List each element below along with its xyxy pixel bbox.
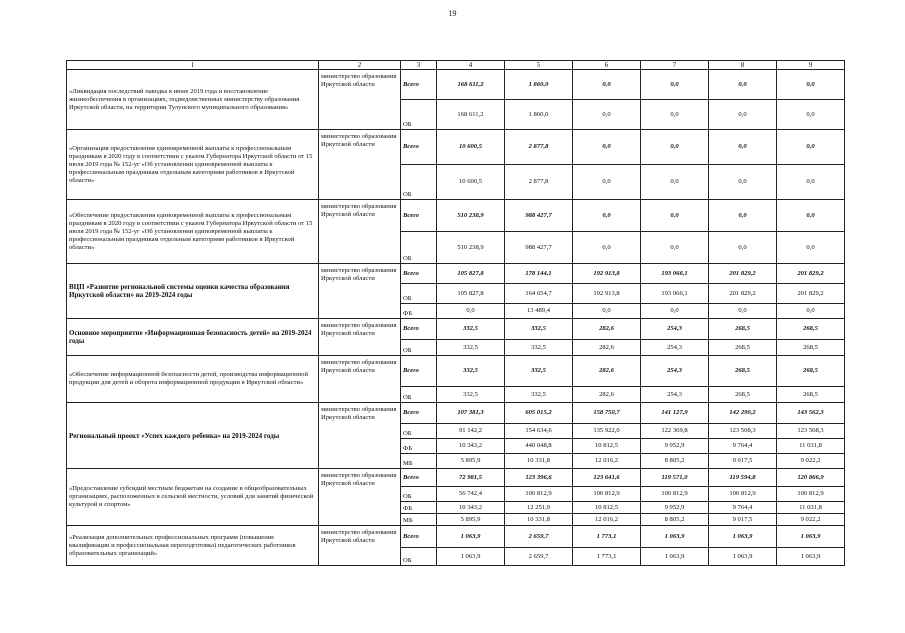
amount-cell: 10 600,5 [437,130,505,165]
amount-cell: 254,3 [641,356,709,387]
column-header: 8 [709,61,777,70]
executor: министерство образования Иркутской области [319,130,401,200]
executor: министерство образования Иркутской области [319,319,401,356]
funding-source: ОБ [401,232,437,264]
amount-cell: 268,5 [777,340,845,356]
amount-cell: 268,5 [709,319,777,340]
amount-cell: 10 331,8 [505,454,573,469]
amount-cell: 332,5 [505,387,573,403]
table-row [67,130,845,165]
amount-cell: 0,0 [777,165,845,200]
item-name: «Предоставление субсидий местным бюджетам на создание в общеобразовательных организациях, расположенных в сельской местности, условий для занятий физической культурой и спортом» [67,469,319,526]
amount-cell: 0,0 [709,304,777,319]
amount-cell: 0,0 [641,304,709,319]
funding-source: Всего [401,526,437,548]
amount-cell: 0,0 [573,304,641,319]
amount-cell: 158 750,7 [573,403,641,424]
table-row [67,469,845,487]
amount-cell: 105 827,8 [437,284,505,304]
funding-source: ФБ [401,439,437,454]
amount-cell: 268,5 [709,340,777,356]
budget-table [66,60,845,566]
amount-cell: 10 331,8 [505,514,573,526]
funding-source: Всего [401,70,437,100]
column-header: 5 [505,61,573,70]
amount-cell: 268,5 [777,319,845,340]
amount-cell: 11 031,8 [777,439,845,454]
amount-cell: 0,0 [641,200,709,232]
amount-cell: 332,5 [437,340,505,356]
amount-cell: 10 812,5 [573,439,641,454]
column-header: 9 [777,61,845,70]
amount-cell: 9 017,5 [709,454,777,469]
amount-cell: 119 594,8 [709,469,777,487]
amount-cell: 178 144,1 [505,264,573,284]
column-header: 6 [573,61,641,70]
amount-cell: 9 952,9 [641,502,709,514]
amount-cell: 510 238,9 [437,200,505,232]
amount-cell: 988 427,7 [505,232,573,264]
funding-source: Всего [401,264,437,284]
table-row [67,356,845,387]
amount-cell: 201 829,2 [777,264,845,284]
executor: министерство образования Иркутской области [319,356,401,403]
amount-cell: 100 812,9 [777,487,845,502]
amount-cell: 100 812,9 [505,487,573,502]
funding-source: Всего [401,403,437,424]
executor: министерство образования Иркутской области [319,70,401,130]
amount-cell: 56 742,4 [437,487,505,502]
amount-cell: 332,5 [505,340,573,356]
funding-source: ОБ [401,387,437,403]
amount-cell: 332,5 [505,319,573,340]
amount-cell: 168 611,2 [437,70,505,100]
amount-cell: 91 142,2 [437,424,505,439]
funding-source: ФБ [401,502,437,514]
funding-source: ОБ [401,424,437,439]
amount-cell: 143 562,3 [777,403,845,424]
amount-cell: 2 659,7 [505,526,573,548]
amount-cell: 2 877,8 [505,130,573,165]
item-name: «Реализация дополнительных профессиональных программ (повышение квалификации и профессиональная переподготовка) педагогических работников образовательных организаций» [67,526,319,566]
amount-cell: 100 812,9 [573,487,641,502]
amount-cell: 123 508,3 [777,424,845,439]
amount-cell: 122 369,8 [641,424,709,439]
amount-cell: 105 827,8 [437,264,505,284]
column-header: 3 [401,61,437,70]
funding-source: ОБ [401,487,437,502]
amount-cell: 123 641,6 [573,469,641,487]
funding-source: Всего [401,319,437,340]
amount-cell: 1 773,1 [573,526,641,548]
amount-cell: 123 396,6 [505,469,573,487]
amount-cell: 0,0 [777,70,845,100]
funding-source: ОБ [401,100,437,130]
amount-cell: 282,6 [573,387,641,403]
funding-source: Всего [401,356,437,387]
amount-cell: 268,5 [777,356,845,387]
header-row [67,61,845,70]
amount-cell: 0,0 [641,130,709,165]
amount-cell: 254,3 [641,319,709,340]
amount-cell: 1 063,9 [709,548,777,566]
item-name: ВЦП «Развитие региональной системы оценки качества образования Иркутской области» на 2019-2024 годы [67,264,319,319]
amount-cell: 1 063,9 [709,526,777,548]
funding-source: Всего [401,200,437,232]
amount-cell: 193 066,1 [641,284,709,304]
amount-cell: 1 063,9 [777,548,845,566]
amount-cell: 0,0 [573,100,641,130]
amount-cell: 135 922,0 [573,424,641,439]
amount-cell: 9 022,2 [777,454,845,469]
amount-cell: 120 866,9 [777,469,845,487]
amount-cell: 10 343,2 [437,439,505,454]
table-row [67,70,845,100]
amount-cell: 1 063,9 [437,548,505,566]
amount-cell: 282,6 [573,356,641,387]
funding-source: Всего [401,130,437,165]
amount-cell: 9 764,4 [709,502,777,514]
amount-cell: 988 427,7 [505,200,573,232]
amount-cell: 0,0 [709,70,777,100]
table-row [67,264,845,284]
funding-source: ОБ [401,284,437,304]
amount-cell: 0,0 [777,200,845,232]
amount-cell: 1 063,9 [641,526,709,548]
amount-cell: 141 127,9 [641,403,709,424]
amount-cell: 192 913,8 [573,264,641,284]
amount-cell: 332,5 [437,387,505,403]
amount-cell: 0,0 [573,165,641,200]
amount-cell: 100 812,9 [641,487,709,502]
amount-cell: 0,0 [437,304,505,319]
amount-cell: 201 829,2 [777,284,845,304]
amount-cell: 0,0 [709,100,777,130]
amount-cell: 2 877,8 [505,165,573,200]
amount-cell: 0,0 [573,232,641,264]
amount-cell: 332,5 [505,356,573,387]
amount-cell: 268,5 [709,356,777,387]
amount-cell: 9 017,5 [709,514,777,526]
amount-cell: 0,0 [709,200,777,232]
funding-source: ОБ [401,165,437,200]
amount-cell: 1 063,9 [777,526,845,548]
amount-cell: 8 805,2 [641,514,709,526]
table-row [67,200,845,232]
amount-cell: 10 812,5 [573,502,641,514]
amount-cell: 13 489,4 [505,304,573,319]
amount-cell: 10 343,2 [437,502,505,514]
amount-cell: 0,0 [709,232,777,264]
amount-cell: 11 031,8 [777,502,845,514]
amount-cell: 2 659,7 [505,548,573,566]
amount-cell: 0,0 [641,232,709,264]
executor: министерство образования Иркутской области [319,526,401,566]
funding-source: МБ [401,454,437,469]
amount-cell: 510 238,9 [437,232,505,264]
amount-cell: 0,0 [777,130,845,165]
amount-cell: 0,0 [709,165,777,200]
amount-cell: 9 952,9 [641,439,709,454]
table-row [67,319,845,340]
amount-cell: 254,3 [641,340,709,356]
amount-cell: 0,0 [777,100,845,130]
amount-cell: 0,0 [573,70,641,100]
column-header: 4 [437,61,505,70]
amount-cell: 1 860,0 [505,70,573,100]
amount-cell: 5 895,9 [437,514,505,526]
amount-cell: 0,0 [777,304,845,319]
column-header: 1 [67,61,319,70]
amount-cell: 268,5 [709,387,777,403]
amount-cell: 193 066,1 [641,264,709,284]
table-row [67,526,845,548]
amount-cell: 440 048,8 [505,439,573,454]
column-header: 2 [319,61,401,70]
funding-source: МБ [401,514,437,526]
amount-cell: 12 016,2 [573,514,641,526]
amount-cell: 605 015,2 [505,403,573,424]
amount-cell: 268,5 [777,387,845,403]
amount-cell: 142 290,2 [709,403,777,424]
amount-cell: 1 773,1 [573,548,641,566]
amount-cell: 282,6 [573,340,641,356]
table-row [67,403,845,424]
executor: министерство образования Иркутской области [319,264,401,319]
amount-cell: 192 913,8 [573,284,641,304]
amount-cell: 1 063,9 [641,548,709,566]
funding-source: ОБ [401,340,437,356]
item-name: Основное мероприятие «Информационная безопасность детей» на 2019-2024 годы [67,319,319,356]
amount-cell: 9 022,2 [777,514,845,526]
amount-cell: 119 571,0 [641,469,709,487]
amount-cell: 0,0 [573,200,641,232]
amount-cell: 5 895,9 [437,454,505,469]
amount-cell: 0,0 [641,70,709,100]
page-number: 19 [448,9,457,18]
amount-cell: 332,5 [437,356,505,387]
amount-cell: 107 381,3 [437,403,505,424]
amount-cell: 9 764,4 [709,439,777,454]
amount-cell: 0,0 [641,100,709,130]
amount-cell: 123 508,3 [709,424,777,439]
amount-cell: 10 600,5 [437,165,505,200]
amount-cell: 12 251,9 [505,502,573,514]
amount-cell: 168 611,2 [437,100,505,130]
amount-cell: 201 829,2 [709,284,777,304]
item-name: «Ликвидация последствий паводка в июне 2019 года и восстановление жизнеобеспечения в организациях, подведомственных министерству образования Иркутской области, на территории Тулунского муниципального образования» [67,70,319,130]
amount-cell: 154 634,6 [505,424,573,439]
funding-source: ОБ [401,548,437,566]
amount-cell: 1 860,0 [505,100,573,130]
amount-cell: 0,0 [573,130,641,165]
column-header: 7 [641,61,709,70]
amount-cell: 8 805,2 [641,454,709,469]
item-name: «Обеспечение предоставления единовременной выплаты к профессиональным праздникам в 2020 году в соответствии с указом Губернатора Иркутской области от 15 июля 2019 года № 152-уг «Об установлении единовременной выплаты к профессиональным праздникам отдельным категориям работников в Иркутской области» [67,200,319,264]
item-name: «Обеспечение информационной безопасности детей, производства информационной продукции для детей и оборота информационной продукции в Иркутской области» [67,356,319,403]
amount-cell: 164 654,7 [505,284,573,304]
funding-source: Всего [401,469,437,487]
item-name: «Организация предоставления единовременной выплаты к профессиональным праздникам в 2020 году в соответствии с указом Губернатора Иркутской области от 15 июля 2019 года № 152-уг «Об установлении единовременной выплаты к профессиональным праздникам отдельным категориям работников в Иркутской области» [67,130,319,200]
executor: министерство образования Иркутской области [319,403,401,469]
amount-cell: 0,0 [709,130,777,165]
amount-cell: 0,0 [641,165,709,200]
funding-source: ФБ [401,304,437,319]
amount-cell: 282,6 [573,319,641,340]
amount-cell: 332,5 [437,319,505,340]
amount-cell: 254,3 [641,387,709,403]
amount-cell: 0,0 [777,232,845,264]
executor: министерство образования Иркутской области [319,200,401,264]
amount-cell: 100 812,9 [709,487,777,502]
amount-cell: 1 063,9 [437,526,505,548]
amount-cell: 12 016,2 [573,454,641,469]
executor: министерство образования Иркутской области [319,469,401,526]
item-name: Региональный проект «Успех каждого ребенка» на 2019-2024 годы [67,403,319,469]
amount-cell: 201 829,2 [709,264,777,284]
amount-cell: 72 981,5 [437,469,505,487]
